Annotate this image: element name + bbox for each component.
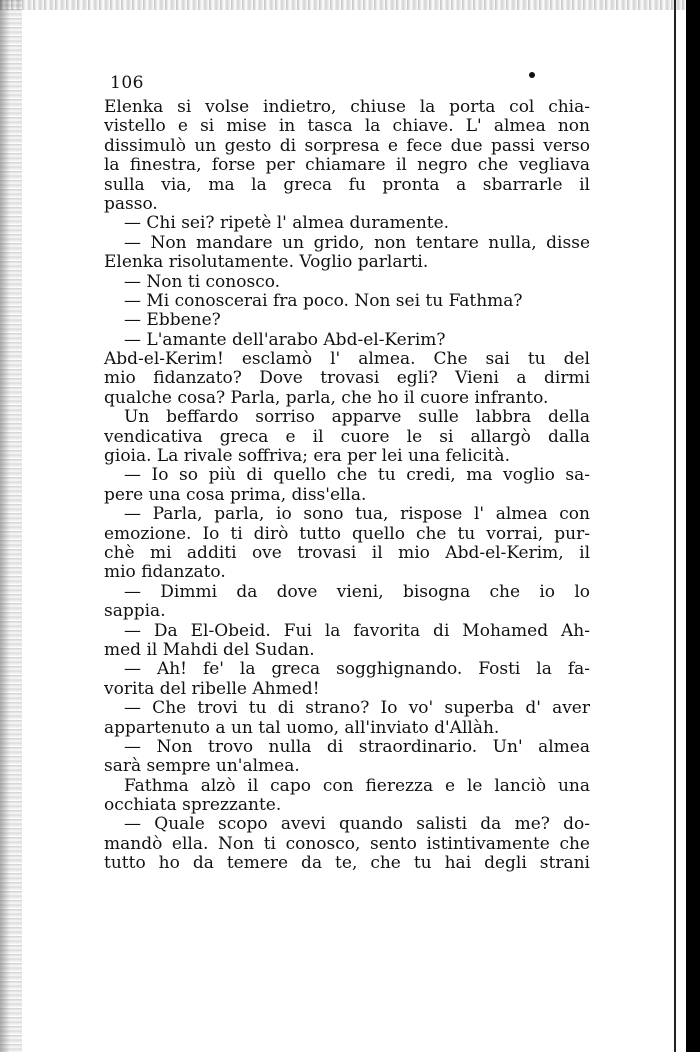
scan-top-edge [0, 0, 700, 10]
text-line: — Da El-Obeid. Fui la favorita di Mohamed Ah- [124, 620, 590, 641]
text-line: — Non mandare un grido, non tentare nulla, disse [124, 232, 590, 253]
text-line: — Ah! fe' la greca sogghignando. Fosti la fa- [124, 659, 590, 680]
text-line: mio fidanzato? Dove trovasi egli? Vieni a dirmi [104, 368, 590, 389]
text-line: Fathma alzò il capo con fierezza e le lanciò una [124, 775, 590, 796]
text-line: — Quale scopo avevi quando salisti da me? do- [124, 814, 590, 835]
page-number: 106 [110, 73, 144, 93]
text-line: chè mi additi ove trovasi il mio Abd-el-Kerim, il [104, 542, 590, 563]
text-line: vendicativa greca e il cuore le si allargò dalla [104, 426, 590, 447]
text-line: Elenka risolutamente. Voglio parlarti. [104, 252, 429, 273]
text-line: vistello e si mise in tasca la chiave. L' almea non [104, 116, 590, 137]
text-line: dissimulò un gesto di sorpresa e fece due passi verso [104, 135, 590, 156]
text-line: appartenuto a un tal uomo, all'inviato d'Allàh. [104, 717, 500, 738]
text-line: Un beffardo sorriso apparve sulle labbra della [124, 407, 590, 428]
text-line: pere una cosa prima, diss'ella. [104, 484, 367, 505]
text-line: — Dimmi da dove vieni, bisogna che io lo [124, 581, 590, 602]
text-line: — Ebbene? [124, 310, 221, 331]
text-line: — Non trovo nulla di straordinario. Un' almea [124, 736, 590, 757]
text-line: sulla via, ma la greca fu pronta a sbarrarle il [104, 174, 590, 195]
scan-left-edge [0, 0, 22, 1052]
text-line: la finestra, forse per chiamare il negro che vegliava [104, 155, 590, 176]
text-line: med il Mahdi del Sudan. [104, 639, 315, 660]
text-line: sarà sempre un'almea. [104, 756, 300, 777]
text-line: tutto ho da temere da te, che tu hai degli strani [104, 853, 590, 874]
text-line: — Mi conoscerai fra poco. Non sei tu Fathma? [124, 290, 523, 311]
text-line: — Non ti conosco. [124, 271, 281, 292]
page-body-text [104, 98, 590, 874]
text-line: — L'amante dell'arabo Abd-el-Kerim? [124, 329, 446, 350]
page-fold-line [674, 0, 676, 1052]
scan-right-border [686, 0, 700, 1052]
text-line: passo. [104, 193, 158, 214]
text-line: qualche cosa? Parla, parla, che ho il cuore infranto. [104, 387, 549, 408]
text-line: — Che trovi tu di strano? Io vo' superba d' aver [124, 698, 590, 719]
text-line: — Parla, parla, io sono tua, rispose l' almea con [124, 504, 590, 525]
text-line: vorita del ribelle Ahmed! [104, 678, 320, 699]
text-line: occhiata sprezzante. [104, 795, 282, 816]
text-line: gioia. La rivale soffriva; era per lei una felicità. [104, 446, 510, 467]
text-line: — Io so più di quello che tu credi, ma voglio sa- [124, 465, 590, 486]
text-line: — Chi sei? ripetè l' almea duramente. [124, 213, 450, 234]
text-line: emozione. Io ti dirò tutto quello che tu vorrai, pur- [104, 523, 590, 544]
text-line: mio fidanzato. [104, 562, 226, 583]
text-line: mandò ella. Non ti conosco, sento istintivamente che [104, 833, 590, 854]
text-line: sappia. [104, 601, 166, 622]
text-line: Elenka si volse indietro, chiuse la porta col chia- [104, 97, 590, 117]
text-line: Abd-el-Kerim! esclamò l' almea. Che sai tu del [104, 349, 590, 370]
ink-speck [529, 72, 535, 78]
